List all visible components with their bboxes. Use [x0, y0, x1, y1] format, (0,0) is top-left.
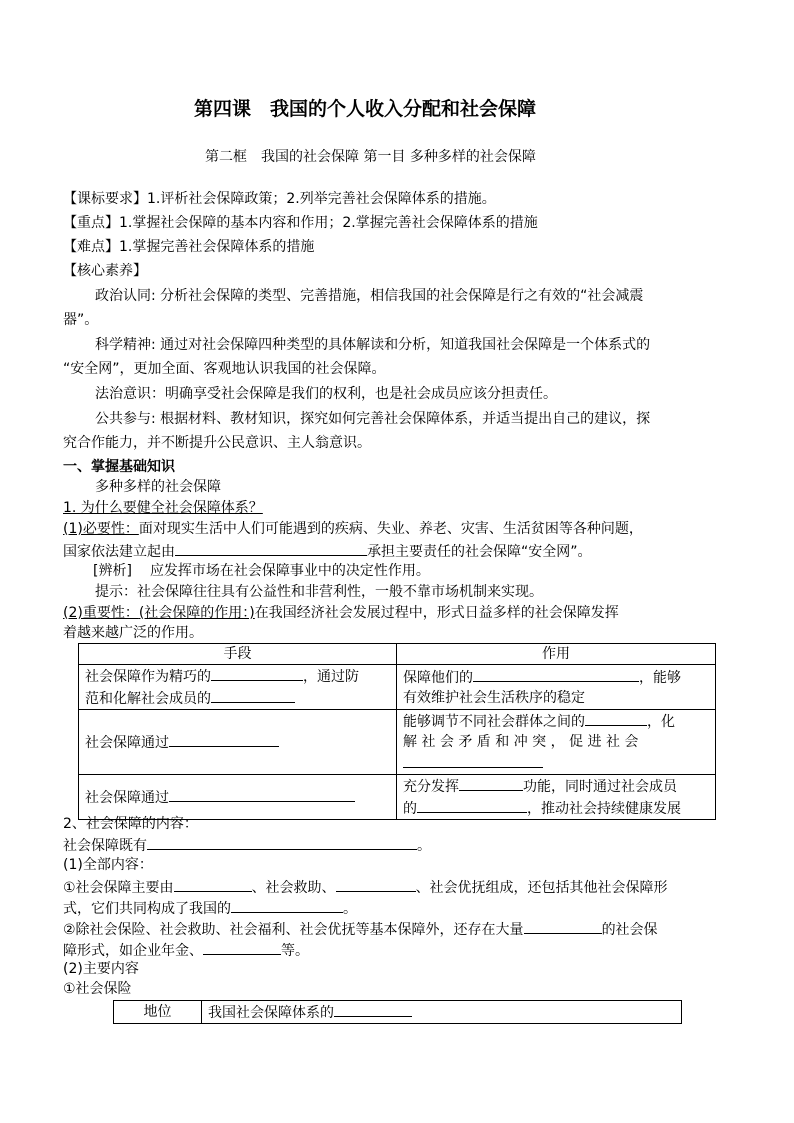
cell-text: 保障他们的: [403, 670, 473, 686]
analysis-label: [辨析]: [93, 563, 132, 579]
content-text: 等。: [281, 943, 309, 959]
rule-of-law: 法治意识：明确享受社会保障是我们的权利，也是社会成员应该分担责任。: [95, 386, 557, 402]
content-item1-line2: [63, 897, 357, 919]
cell-text: 充分发挥: [403, 779, 459, 795]
content-text: ②除社会保险、社会救助、社会福利、社会优抚等基本保障外，还存在大量: [63, 922, 524, 938]
question-1: 1. 为什么要健全社会保障体系？: [63, 500, 263, 516]
cell-text: ，能够: [639, 670, 681, 686]
header-means: 手段: [79, 644, 397, 665]
page-subtitle: 第二框 我国的社会保障 第一目 多种多样的社会保障: [205, 149, 536, 165]
cell-text: 社会保障通过: [85, 790, 169, 806]
section-heading: 一、掌握基础知识: [63, 459, 175, 475]
answer-blank[interactable]: [524, 918, 602, 934]
cell-text: 的: [403, 801, 417, 817]
cell-text: 功能，同时通过社会成员: [523, 779, 677, 795]
hint-line: 提示：社会保障往往具有公益性和非营利性，一般不靠市场机制来实现。: [95, 584, 543, 600]
importance-paren: (社会保障的作用：): [138, 605, 255, 621]
answer-blank[interactable]: [473, 666, 639, 682]
cell-text: 范和化解社会成员的: [85, 691, 211, 707]
all-content-label: (1)全部内容：: [63, 857, 153, 873]
importance-line1: [63, 603, 619, 623]
role-table: [78, 643, 716, 820]
table-header-row: [79, 644, 716, 665]
political-identity-line2: 器”。: [63, 312, 99, 328]
row1-means: [79, 665, 397, 710]
row3-effect: [397, 775, 716, 820]
answer-blank[interactable]: [585, 710, 647, 726]
answer-blank[interactable]: [211, 687, 295, 703]
table-row: [79, 665, 716, 710]
content-text: 的社会保: [601, 922, 658, 938]
necessity-label: (1)必要性：: [63, 521, 139, 537]
content-text: 、社会优抚组成，还包括其他社会保障形: [415, 880, 668, 896]
table-row: [114, 1001, 682, 1024]
answer-blank[interactable]: [211, 665, 303, 681]
public-participation-line2: 究合作能力，并不断提升公民意识、主人翁意识。: [63, 435, 371, 451]
political-identity-line1: 政治认同: 分析社会保障的类型、完善措施，相信我国的社会保障是行之有效的“社会减震: [95, 288, 644, 304]
cell-text: ，推动社会持续健康发展: [527, 801, 681, 817]
content-has-b: 。: [417, 838, 431, 854]
cell-text: ，化: [647, 714, 675, 730]
answer-blank[interactable]: [174, 876, 252, 892]
necessity-text-b: 承担主要责任的社会保障“安全网”。: [367, 544, 592, 560]
content-text: ①社会保障主要由: [63, 880, 174, 896]
cell-text: 社会保障通过: [85, 735, 169, 751]
answer-blank[interactable]: [169, 731, 279, 747]
header-effect: 作用: [397, 644, 716, 665]
status-value: [202, 1001, 682, 1024]
answer-blank[interactable]: [459, 775, 523, 791]
necessity-text: 面对现实生活中人们可能遇到的疾病、失业、养老、灾害、生活贫困等各种问题，: [138, 521, 643, 537]
core-literacy-heading: 【核心素养】: [63, 263, 147, 279]
cell-text: ，通过防: [303, 669, 359, 685]
key-points: 【重点】1.掌握社会保障的基本内容和作用；2.掌握完善社会保障体系的措施: [63, 215, 538, 231]
content-has-line: [63, 834, 431, 856]
section-subheading: 多种多样的社会保障: [95, 479, 221, 495]
content-has-a: 社会保障既有: [63, 838, 147, 854]
page-title: 第四课 我国的个人收入分配和社会保障: [194, 98, 537, 120]
content-heading: 2、社会保障的内容：: [63, 816, 198, 832]
scientific-spirit-line1: 科学精神: 通过对社会保障四种类型的具体解读和分析，知道我国社会保障是一个体系式的: [95, 337, 651, 353]
content-text: 式，它们共同构成了我国的: [63, 901, 231, 917]
cell-text: 能够调节不同社会群体之间的: [403, 714, 585, 730]
importance-text: 在我国经济社会发展过程中，形式日益多样的社会保障发挥: [254, 605, 619, 621]
answer-blank[interactable]: [334, 1001, 412, 1017]
content-item1-line1: [63, 876, 668, 898]
scientific-spirit-line2: “安全网”，更加全面、客观地认识我国的社会保障。: [63, 361, 386, 377]
answer-blank[interactable]: [175, 540, 367, 556]
status-label: 地位: [114, 1001, 202, 1024]
necessity-line1: [63, 519, 643, 539]
cell-text: 社会保障作为精巧的: [85, 669, 211, 685]
importance-line2: 着越来越广泛的作用。: [63, 625, 203, 641]
row2-means: [79, 710, 397, 775]
public-participation-line1: 公共参与: 根据材料、教材知识，探究如何完善社会保障体系，并适当提出自己的建议，探: [95, 411, 651, 427]
table-row: [79, 775, 716, 820]
cell-text: 我国社会保障体系的: [208, 1005, 334, 1021]
content-item2-line1: [63, 918, 658, 940]
social-insurance-label: ①社会保险: [63, 981, 132, 997]
content-text: 。: [343, 901, 357, 917]
table-row: [79, 710, 716, 775]
content-item2-line2: [63, 939, 309, 961]
difficult-points: 【难点】1.掌握完善社会保障体系的措施: [63, 239, 315, 255]
answer-blank[interactable]: [417, 797, 527, 813]
cell-text: 解 社 会 矛 盾 和 冲 突 ， 促 进 社 会: [403, 734, 639, 750]
answer-blank[interactable]: [169, 786, 355, 802]
answer-blank[interactable]: [147, 834, 417, 850]
necessity-line2: [63, 540, 592, 562]
row3-means: [79, 775, 397, 820]
content-text: 、社会救助、: [251, 880, 336, 896]
necessity-text-a: 国家依法建立起由: [63, 544, 175, 560]
answer-blank[interactable]: [336, 876, 416, 892]
curriculum-requirement: 【课标要求】1.评析社会保障政策；2.列举完善社会保障体系的措施。: [63, 191, 496, 207]
content-text: 障形式，如企业年金、: [63, 943, 203, 959]
answer-blank[interactable]: [203, 939, 281, 955]
cell-text: 有效维护社会生活秩序的稳定: [403, 690, 585, 706]
answer-blank[interactable]: [403, 752, 543, 768]
importance-label: (2)重要性：: [63, 605, 139, 621]
row1-effect: [397, 665, 716, 710]
row2-effect: [397, 710, 716, 775]
main-content-label: (2)主要内容: [63, 961, 139, 977]
answer-blank[interactable]: [231, 897, 343, 913]
insurance-table: [113, 1000, 682, 1024]
analysis-text: 应发挥市场在社会保障事业中的决定性作用。: [149, 563, 430, 579]
analysis-line: [93, 561, 430, 581]
